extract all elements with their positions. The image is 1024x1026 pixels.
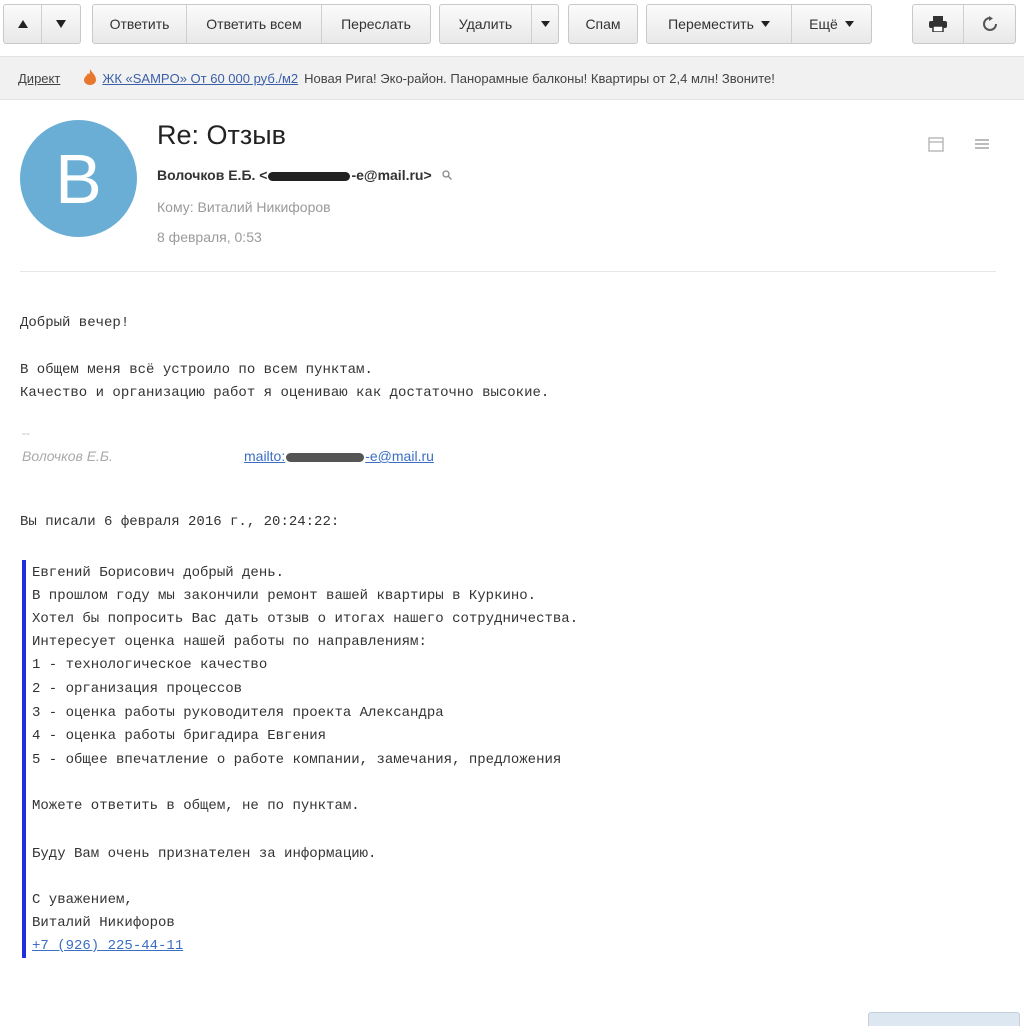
calendar-icon[interactable] <box>926 134 946 154</box>
recipient: Кому: Виталий Никифоров <box>157 199 331 215</box>
refresh-icon[interactable] <box>964 5 1015 43</box>
print-icon[interactable] <box>913 5 964 43</box>
phone-link[interactable]: +7 (926) 225-44-11 <box>32 938 184 954</box>
reply-all-button[interactable]: Ответить всем <box>187 5 322 43</box>
move-group <box>646 4 872 44</box>
quote-line: Хотел бы попросить Вас дать отзыв о итогах нашего сотрудничества. <box>32 611 579 627</box>
menu-icon[interactable] <box>972 134 992 154</box>
quote-line: Евгений Борисович добрый день. <box>32 565 285 581</box>
quote-line: 2 - организация процессов <box>32 681 243 697</box>
quote-sender-name: Виталий Никифоров <box>32 915 175 931</box>
quote-bar <box>22 560 26 958</box>
quote-thanks: Буду Вам очень признателен за информацию. <box>32 846 377 862</box>
ad-banner <box>0 56 1024 100</box>
message-subject: Re: Отзыв <box>157 120 287 150</box>
body-line-2: Качество и организацию работ я оцениваю как достаточно высокие. <box>20 385 550 401</box>
quote-line: 3 - оценка работы руководителя проекта Александра <box>32 705 444 721</box>
search-icon[interactable] <box>442 167 452 183</box>
signature-separator: -- <box>22 426 30 440</box>
nav-group <box>3 4 81 44</box>
greeting: Добрый вечер! <box>20 315 130 331</box>
fire-icon <box>84 69 96 88</box>
ad-link[interactable]: ЖК «SAMPO» От 60 000 руб./м2 <box>102 70 299 86</box>
mailto-suffix: -e@mail.ru <box>365 448 434 464</box>
quote-header: Вы писали 6 февраля 2016 г., 20:24:22: <box>20 514 340 530</box>
move-label: Переместить <box>668 16 754 32</box>
redacted-email <box>286 453 364 462</box>
spam-button[interactable]: Спам <box>585 16 621 32</box>
redacted-email <box>268 172 350 181</box>
chevron-down-icon <box>761 21 770 27</box>
quote-answer: Можете ответить в общем, не по пунктам. <box>32 798 360 814</box>
message-toolbar <box>0 0 1024 50</box>
reply-group <box>92 4 431 44</box>
body-line-1: В общем меня всё устроило по всем пунктам. <box>20 362 373 378</box>
avatar: В <box>20 120 137 237</box>
move-button[interactable] <box>647 5 792 43</box>
more-button[interactable] <box>792 5 871 43</box>
sender[interactable] <box>157 167 452 183</box>
arrow-down-icon[interactable] <box>42 5 80 43</box>
ad-text: Новая Рига! Эко-район. Панорамные балконы! Квартиры от 2,4 млн! Звоните! <box>304 70 775 86</box>
quote-line: 4 - оценка работы бригадира Евгения <box>32 728 327 744</box>
sender-email-tail: -e@mail.ru> <box>351 167 432 183</box>
reply-button[interactable]: Ответить <box>93 5 187 43</box>
header-divider <box>20 271 996 272</box>
forward-button[interactable]: Переслать <box>341 16 411 32</box>
mailto-prefix: mailto: <box>244 448 286 464</box>
delete-button[interactable]: Удалить <box>440 5 532 43</box>
delete-dropdown-icon[interactable] <box>532 5 558 43</box>
bottom-action-button[interactable] <box>868 1012 1020 1026</box>
message-date: 8 февраля, 0:53 <box>157 229 262 245</box>
more-label: Ещё <box>809 16 838 32</box>
delete-group <box>439 4 559 44</box>
sender-name: Волочков Е.Б. < <box>157 167 268 183</box>
quote-regards: С уважением, <box>32 892 133 908</box>
arrow-up-icon[interactable] <box>4 5 42 43</box>
direct-link[interactable]: Директ <box>18 70 61 86</box>
quote-line: 1 - технологическое качество <box>32 657 268 673</box>
signature-name: Волочков Е.Б. <box>22 448 113 464</box>
chevron-down-icon <box>845 21 854 27</box>
quote-line: В прошлом году мы закончили ремонт вашей квартиры в Куркино. <box>32 588 537 604</box>
quote-line: Интересует оценка нашей работы по направлениям: <box>32 634 427 650</box>
spam-group <box>568 4 638 44</box>
signature-mailto-link[interactable] <box>244 448 434 464</box>
tools-group <box>912 4 1016 44</box>
quote-line: 5 - общее впечатление о работе компании, замечания, предложения <box>32 752 562 768</box>
